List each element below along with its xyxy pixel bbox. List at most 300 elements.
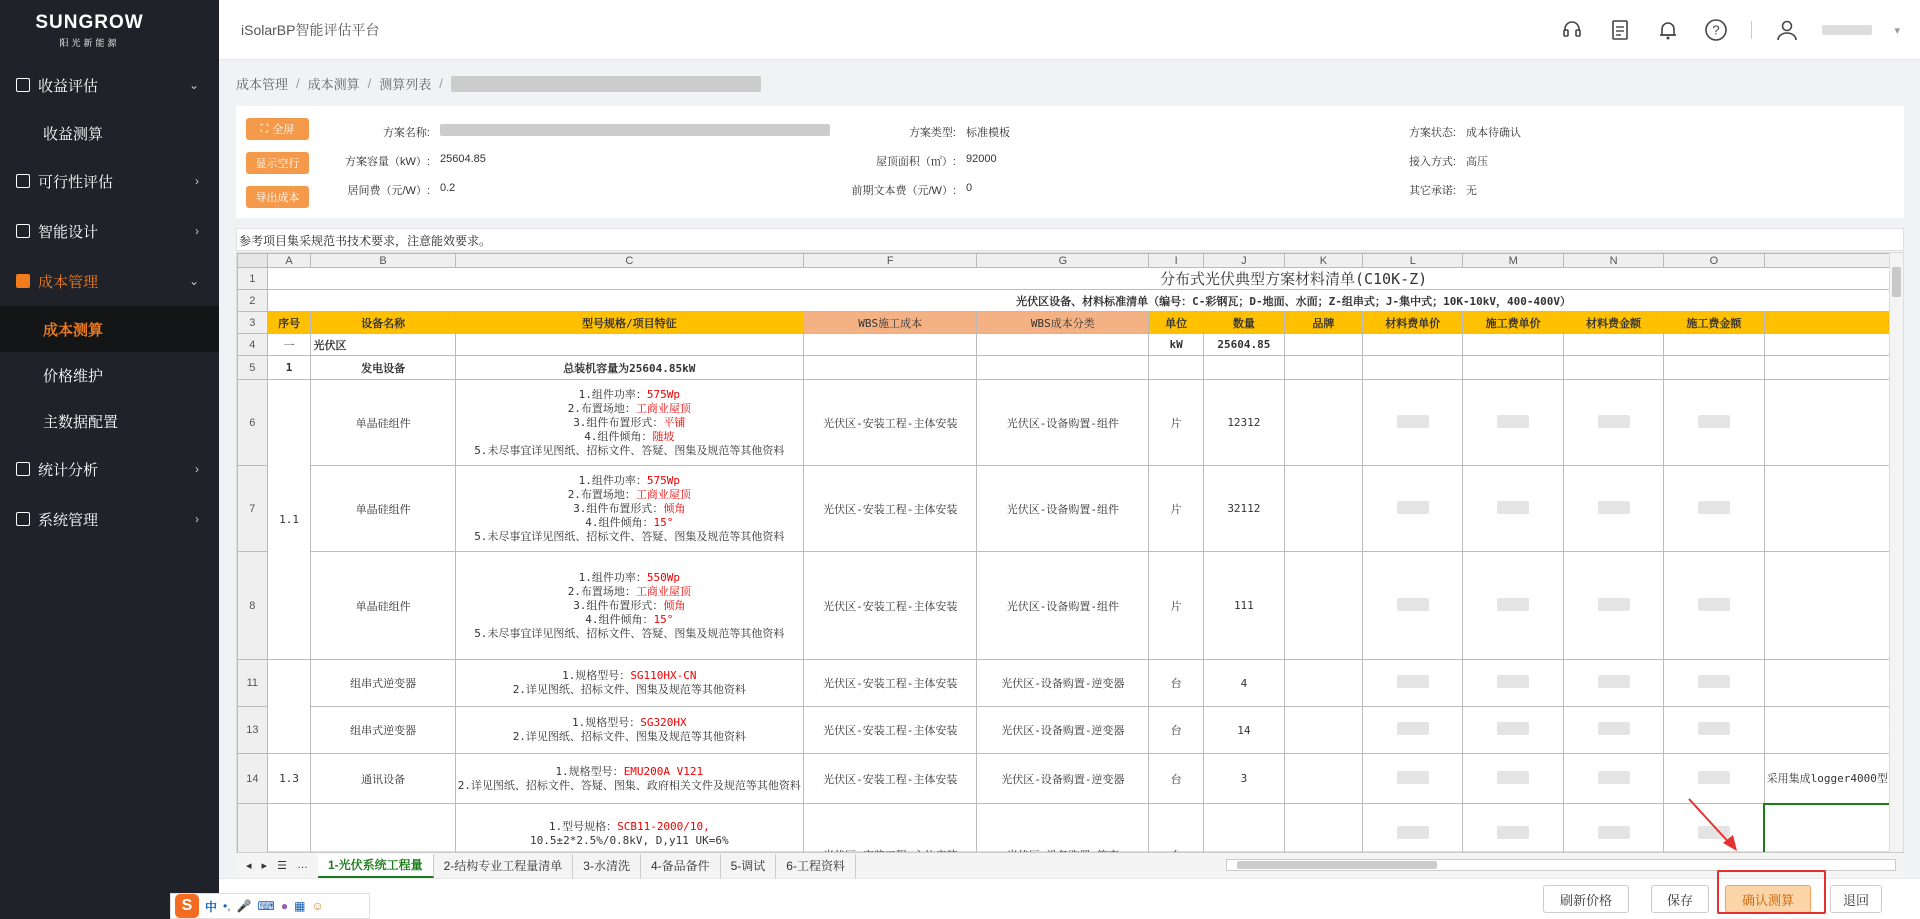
spec-line: 1.规格型号：SG320HX bbox=[572, 716, 687, 729]
spec-line: 1.组件功率：550Wp bbox=[578, 570, 680, 584]
chevron-right-icon: › bbox=[195, 512, 199, 526]
row-header[interactable]: 1 bbox=[238, 268, 268, 290]
material-table bbox=[237, 253, 1903, 865]
cell-section[interactable]: 1.1 bbox=[267, 380, 311, 660]
divider bbox=[1751, 21, 1752, 39]
spec-cell[interactable] bbox=[455, 754, 803, 804]
cell[interactable] bbox=[1463, 707, 1563, 754]
design-icon bbox=[16, 224, 30, 238]
col-header[interactable]: G bbox=[977, 254, 1149, 268]
col-header[interactable]: K bbox=[1284, 254, 1362, 268]
return-button[interactable]: 退回 bbox=[1830, 885, 1882, 913]
vertical-scrollbar[interactable] bbox=[1889, 253, 1903, 853]
spec-line: 1.组件功率：575Wp bbox=[578, 387, 680, 401]
col-header[interactable]: B bbox=[311, 254, 455, 268]
sidebar-sub-cost-calc[interactable]: 成本测算 bbox=[0, 306, 219, 352]
show-empty-rows-button[interactable]: 显示空行 bbox=[246, 152, 309, 174]
spec-line: 2.布置场地：工商业屋顶 bbox=[567, 584, 691, 598]
sidebar-item-stats[interactable] bbox=[0, 444, 219, 494]
redacted-value bbox=[1598, 675, 1630, 688]
cell[interactable]: 单晶硅组件 bbox=[311, 552, 455, 660]
sheet-subtitle[interactable]: 光伏区设备、材料标准清单（编号：C-彩钢瓦；D-地面、水面；Z-组串式；J-集中式；10K-10kV，400-400V） bbox=[267, 290, 1902, 312]
spec-cell[interactable] bbox=[455, 707, 803, 754]
cell[interactable] bbox=[1204, 356, 1285, 380]
logo bbox=[0, 0, 219, 60]
redacted-value bbox=[1497, 771, 1529, 784]
fullscreen-icon: ⛶ bbox=[260, 122, 269, 135]
table-row bbox=[238, 552, 1903, 660]
analysis-icon bbox=[16, 174, 30, 188]
connect-value: 高压 bbox=[1466, 156, 1488, 168]
cell[interactable]: 组串式逆变器 bbox=[311, 707, 455, 754]
cell[interactable] bbox=[1764, 356, 1902, 380]
cell[interactable] bbox=[1363, 334, 1463, 356]
sidebar-item-label: 系统管理 bbox=[38, 511, 99, 529]
cell[interactable] bbox=[1664, 466, 1764, 552]
cell[interactable] bbox=[1363, 552, 1463, 660]
cell[interactable]: 光伏区-设备购置-组件 bbox=[977, 466, 1149, 552]
spec-line: 1.规格型号：SG110HX-CN bbox=[562, 669, 697, 682]
cell[interactable]: 台 bbox=[1149, 707, 1204, 754]
redacted-value bbox=[1598, 826, 1630, 839]
cell[interactable] bbox=[1463, 356, 1563, 380]
cell[interactable] bbox=[1764, 334, 1902, 356]
field-label: 方案名称: bbox=[382, 127, 430, 139]
headset-icon[interactable] bbox=[1559, 17, 1585, 43]
scroll-thumb[interactable] bbox=[1892, 267, 1901, 297]
fullscreen-button[interactable]: ⛶ 全屏 bbox=[246, 118, 309, 140]
cell[interactable]: 台 bbox=[1149, 660, 1204, 707]
chevron-down-icon: ⌄ bbox=[188, 274, 199, 288]
cell[interactable]: 组串式逆变器 bbox=[311, 660, 455, 707]
col-header[interactable]: L bbox=[1363, 254, 1463, 268]
col-header[interactable]: J bbox=[1204, 254, 1285, 268]
cell[interactable]: 光伏区-设备购置-组件 bbox=[977, 380, 1149, 466]
redacted-value bbox=[1698, 598, 1730, 611]
spec-cell[interactable] bbox=[455, 552, 803, 660]
cell[interactable]: 111 bbox=[1204, 552, 1285, 660]
redacted-value bbox=[1598, 771, 1630, 784]
row-header[interactable]: 14 bbox=[238, 754, 268, 804]
redacted-value bbox=[1397, 598, 1429, 611]
redacted-value bbox=[1698, 771, 1730, 784]
cell[interactable]: 25604.85 bbox=[1204, 334, 1285, 356]
spec-line: 2.详见图纸、招标文件、图集及规范等其他资料 bbox=[512, 730, 746, 743]
cell[interactable]: 采用集成logger4000型 bbox=[1764, 754, 1902, 804]
cell[interactable] bbox=[1463, 660, 1563, 707]
breadcrumb-current-redacted bbox=[451, 76, 761, 92]
cell[interactable] bbox=[1463, 552, 1563, 660]
cell[interactable]: 光伏区-安装工程-主体安装 bbox=[803, 552, 977, 660]
cell[interactable]: 光伏区-安装工程-主体安装 bbox=[803, 754, 977, 804]
cell[interactable] bbox=[455, 334, 803, 356]
cell[interactable] bbox=[1284, 552, 1362, 660]
tab-list-icon[interactable]: ☰ bbox=[277, 860, 287, 872]
field-label: 接入方式: bbox=[1408, 156, 1456, 168]
sidebar-item-revenue[interactable] bbox=[0, 60, 219, 110]
save-button[interactable]: 保存 bbox=[1651, 885, 1709, 913]
col-header[interactable] bbox=[1764, 254, 1902, 268]
cell[interactable] bbox=[803, 356, 977, 380]
cell[interactable]: 4 bbox=[1204, 660, 1285, 707]
spec-line: 4.组件倾角：15° bbox=[585, 515, 674, 529]
cell[interactable]: 光伏区-安装工程-主体安装 bbox=[803, 466, 977, 552]
scheme-name-redacted bbox=[440, 124, 830, 136]
cell[interactable]: 光伏区-安装工程-主体安装 bbox=[803, 660, 977, 707]
cell[interactable] bbox=[1284, 466, 1362, 552]
spec-line: 10.5±2*2.5%/0.8kV, D,y11 UK=6% bbox=[529, 833, 729, 847]
cell[interactable] bbox=[1664, 660, 1764, 707]
cell[interactable]: 发电设备 bbox=[311, 356, 455, 380]
col-header[interactable]: M bbox=[1463, 254, 1563, 268]
sidebar-sub-revenue-calc[interactable]: 收益测算 bbox=[43, 125, 104, 143]
cell[interactable]: 光伏区-设备购置-逆变器 bbox=[977, 754, 1149, 804]
cell[interactable] bbox=[1764, 707, 1902, 754]
spec-cell[interactable] bbox=[455, 660, 803, 707]
row-header[interactable]: 4 bbox=[238, 334, 268, 356]
spec-line: 5.未尽事宜详见图纸、招标文件、答疑、图集及规范等其他资料 bbox=[474, 529, 785, 543]
redacted-value bbox=[1698, 501, 1730, 514]
cell[interactable]: 光伏区-安装工程-主体安装 bbox=[803, 707, 977, 754]
spec-line: 1.规格型号：EMU200A V121 bbox=[555, 764, 704, 778]
sidebar-item-label: 统计分析 bbox=[38, 461, 99, 479]
ime-toolbar bbox=[170, 893, 370, 919]
formula-bar[interactable]: 参考项目集采规范书技术要求，注意能效要求。 bbox=[236, 228, 1904, 251]
annotation-arrow-icon bbox=[1685, 795, 1745, 855]
cell[interactable] bbox=[1363, 707, 1463, 754]
spreadsheet[interactable] bbox=[236, 252, 1904, 852]
header-cell[interactable]: 施工费金额 bbox=[1664, 312, 1764, 334]
spec-line: 4.组件倾角：随坡 bbox=[584, 429, 675, 443]
cell[interactable]: kW bbox=[1149, 334, 1204, 356]
cell[interactable] bbox=[1463, 754, 1563, 804]
field-label: 方案容量（kW）: bbox=[345, 156, 430, 168]
breadcrumb-item[interactable]: 成本管理 bbox=[236, 77, 289, 92]
cell[interactable]: 光伏区-设备购置-逆变器 bbox=[977, 707, 1149, 754]
cell[interactable] bbox=[1563, 334, 1663, 356]
spec-line: 3.组件布置形式：倾角 bbox=[573, 501, 686, 515]
cell[interactable] bbox=[1563, 707, 1663, 754]
redacted-value bbox=[1497, 675, 1529, 688]
cell[interactable] bbox=[1284, 380, 1362, 466]
cell[interactable]: 12312 bbox=[1204, 380, 1285, 466]
row-header[interactable]: 7 bbox=[238, 466, 268, 552]
cell[interactable] bbox=[977, 356, 1149, 380]
sheet-tab[interactable]: 5-调试 bbox=[721, 854, 777, 878]
cell[interactable] bbox=[977, 334, 1149, 356]
cell[interactable] bbox=[1463, 334, 1563, 356]
sheet-tab[interactable]: 6-工程资料 bbox=[776, 854, 856, 878]
redacted-value bbox=[1497, 501, 1529, 514]
sidebar-item-design[interactable] bbox=[0, 206, 219, 256]
redacted-value bbox=[1698, 722, 1730, 735]
sheet-tabbar bbox=[236, 852, 1904, 878]
spec-line: 1.组件功率：575Wp bbox=[578, 473, 680, 487]
tab-more-icon[interactable]: … bbox=[296, 859, 308, 871]
sidebar-item-label: 智能设计 bbox=[38, 223, 99, 241]
scroll-thumb[interactable] bbox=[1237, 861, 1437, 869]
sheet-corner[interactable] bbox=[238, 254, 268, 268]
col-header[interactable]: I bbox=[1149, 254, 1204, 268]
export-cost-button[interactable]: 导出成本 bbox=[246, 186, 309, 208]
cell[interactable] bbox=[1563, 754, 1663, 804]
table-row bbox=[238, 466, 1903, 552]
cell[interactable]: 光伏区-设备购置-组件 bbox=[977, 552, 1149, 660]
spec-cell[interactable] bbox=[455, 466, 803, 552]
col-header[interactable]: A bbox=[267, 254, 311, 268]
capacity-value: 25604.85 bbox=[440, 153, 486, 165]
sidebar-item-label: 收益评估 bbox=[38, 77, 99, 95]
table-row bbox=[238, 754, 1903, 804]
topbar bbox=[219, 0, 1920, 60]
sidebar-item-label: 成本管理 bbox=[38, 273, 99, 291]
header-cell[interactable]: 品牌 bbox=[1284, 312, 1362, 334]
chevron-right-icon: › bbox=[195, 224, 199, 238]
other-commit-value: 无 bbox=[1466, 185, 1477, 197]
sidebar-item-system[interactable] bbox=[0, 494, 219, 544]
sidebar bbox=[0, 0, 219, 919]
header-cell[interactable]: 材料费金额 bbox=[1563, 312, 1663, 334]
cell[interactable]: 32112 bbox=[1204, 466, 1285, 552]
cell[interactable] bbox=[1764, 380, 1902, 466]
chart-icon bbox=[16, 78, 30, 92]
chevron-down-icon[interactable]: ▾ bbox=[1894, 24, 1900, 37]
header-cell[interactable]: 序号 bbox=[267, 312, 311, 334]
sidebar-sub-price[interactable]: 价格维护 bbox=[43, 367, 104, 385]
ime-lang[interactable]: 中 bbox=[205, 899, 218, 914]
field-label: 方案类型: bbox=[908, 127, 956, 139]
confirm-calc-button[interactable]: 确认测算 bbox=[1725, 885, 1811, 913]
cell[interactable] bbox=[1664, 334, 1764, 356]
skin-icon[interactable]: ● bbox=[280, 899, 289, 913]
refresh-price-button[interactable]: 刷新价格 bbox=[1543, 885, 1629, 913]
redacted-value bbox=[1598, 598, 1630, 611]
cell[interactable] bbox=[1563, 660, 1663, 707]
user-name[interactable] bbox=[1822, 25, 1872, 35]
svg-text:?: ? bbox=[1712, 22, 1721, 38]
table-row bbox=[238, 380, 1903, 466]
cell[interactable]: 单晶硅组件 bbox=[311, 380, 455, 466]
breadcrumb-item[interactable]: 成本测算 bbox=[307, 77, 360, 92]
sheet-tab[interactable]: 3-水清洗 bbox=[573, 854, 641, 878]
apps-icon[interactable]: ▦ bbox=[294, 899, 306, 913]
punct-icon[interactable]: •, bbox=[223, 899, 231, 913]
header-cell[interactable]: WBS施工成本 bbox=[803, 312, 977, 334]
redacted-value bbox=[1397, 722, 1429, 735]
sheet-tab[interactable]: 4-备品备件 bbox=[641, 854, 721, 878]
cell[interactable] bbox=[1363, 466, 1463, 552]
cell[interactable]: 14 bbox=[1204, 707, 1285, 754]
bell-icon[interactable] bbox=[1655, 17, 1681, 43]
cell[interactable] bbox=[1764, 660, 1902, 707]
tab-prev-icon[interactable]: ◂ bbox=[246, 860, 252, 872]
sheet-tab[interactable]: 2-结构专业工程量清单 bbox=[434, 854, 574, 878]
cell[interactable] bbox=[1284, 660, 1362, 707]
stats-icon bbox=[16, 462, 30, 476]
redacted-value bbox=[1497, 415, 1529, 428]
spec-line: 3.组件布置形式：平铺 bbox=[573, 415, 686, 429]
cell[interactable]: 台 bbox=[1149, 754, 1204, 804]
prelim-fee-value: 0 bbox=[966, 182, 973, 194]
cell[interactable]: 单晶硅组件 bbox=[311, 466, 455, 552]
keyboard-icon[interactable]: ⌨ bbox=[257, 899, 275, 913]
cell[interactable] bbox=[1363, 356, 1463, 380]
header-cell[interactable]: WBS成本分类 bbox=[977, 312, 1149, 334]
cell[interactable] bbox=[1563, 552, 1663, 660]
cell[interactable] bbox=[803, 334, 977, 356]
sidebar-item-label: 可行性评估 bbox=[38, 173, 114, 191]
cell[interactable] bbox=[1563, 466, 1663, 552]
cell[interactable] bbox=[267, 660, 311, 754]
row-header[interactable]: 6 bbox=[238, 380, 268, 466]
sidebar-sub-master-data[interactable]: 主数据配置 bbox=[43, 413, 119, 431]
row-header[interactable]: 13 bbox=[238, 707, 268, 754]
redacted-value bbox=[1397, 826, 1429, 839]
row-header[interactable]: 11 bbox=[238, 660, 268, 707]
cell[interactable]: 片 bbox=[1149, 466, 1204, 552]
col-header[interactable]: F bbox=[803, 254, 977, 268]
system-icon bbox=[16, 512, 30, 526]
cell[interactable] bbox=[1363, 660, 1463, 707]
sogou-icon[interactable]: S bbox=[175, 894, 199, 918]
help-icon[interactable] bbox=[1703, 17, 1729, 43]
redacted-value bbox=[1497, 722, 1529, 735]
cell[interactable] bbox=[1284, 754, 1362, 804]
row-header[interactable]: 2 bbox=[238, 290, 268, 312]
col-header[interactable]: N bbox=[1563, 254, 1663, 268]
breadcrumb-item[interactable]: 测算列表 bbox=[379, 77, 432, 92]
sheet-tab[interactable]: 1-光伏系统工程量 bbox=[318, 854, 434, 878]
brand-name: SUNGROW bbox=[35, 11, 144, 33]
cell[interactable] bbox=[1463, 466, 1563, 552]
header-cell[interactable] bbox=[1764, 312, 1902, 334]
cell[interactable]: 总装机容量为25604.85kW bbox=[455, 356, 803, 380]
cell[interactable] bbox=[1664, 380, 1764, 466]
chevron-right-icon: › bbox=[195, 462, 199, 476]
cell[interactable] bbox=[1363, 380, 1463, 466]
sidebar-item-cost[interactable] bbox=[0, 256, 219, 306]
field-label: 前期文本费（元/W）: bbox=[851, 185, 956, 197]
header-cell[interactable]: 型号规格/项目特征 bbox=[455, 312, 803, 334]
scheme-status-value: 成本待确认 bbox=[1466, 127, 1521, 139]
cell[interactable]: 一 bbox=[267, 334, 311, 356]
header-cell[interactable]: 单位 bbox=[1149, 312, 1204, 334]
header-cell[interactable]: 材料费单价 bbox=[1363, 312, 1463, 334]
document-icon[interactable] bbox=[1607, 17, 1633, 43]
spec-line: 5.未尽事宜详见图纸、招标文件、答疑、图集及规范等其他资料 bbox=[474, 626, 785, 640]
cell-section[interactable]: 1.3 bbox=[267, 754, 311, 804]
col-header[interactable]: C bbox=[455, 254, 803, 268]
spec-line: 5.未尽事宜详见图纸、招标文件、答疑、图集及规范等其他资料 bbox=[474, 443, 785, 457]
redacted-value bbox=[1497, 598, 1529, 611]
scheme-info-card bbox=[236, 106, 1904, 218]
table-row bbox=[238, 660, 1903, 707]
spec-line: 2.详见图纸、招标文件、图集及规范等其他资料 bbox=[512, 683, 746, 696]
row-header[interactable]: 5 bbox=[238, 356, 268, 380]
header-cell[interactable]: 数量 bbox=[1204, 312, 1285, 334]
row-header[interactable]: 3 bbox=[238, 312, 268, 334]
avatar-icon[interactable]: ☺ bbox=[311, 899, 324, 913]
app-title: iSolarBP智能评估平台 bbox=[241, 21, 380, 38]
chevron-right-icon: › bbox=[195, 174, 199, 188]
spec-line: 3.组件布置形式：倾角 bbox=[573, 598, 686, 612]
header-cell[interactable]: 施工费单价 bbox=[1463, 312, 1563, 334]
sidebar-item-feasibility[interactable] bbox=[0, 156, 219, 206]
cell[interactable] bbox=[1149, 356, 1204, 380]
redacted-value bbox=[1598, 501, 1630, 514]
cell[interactable]: 通讯设备 bbox=[311, 754, 455, 804]
cell[interactable] bbox=[1563, 380, 1663, 466]
row-header[interactable]: 8 bbox=[238, 552, 268, 660]
redacted-value bbox=[1397, 501, 1429, 514]
spec-line: 1.型号规格：SCB11-2000/10, bbox=[548, 819, 710, 833]
cell[interactable]: 3 bbox=[1204, 754, 1285, 804]
spec-line: 2.详见图纸、招标文件、答疑、图集、政府相关文件及规范等其他资料 bbox=[457, 778, 801, 792]
user-icon[interactable] bbox=[1774, 17, 1800, 43]
scheme-type-value: 标准模板 bbox=[966, 127, 1010, 139]
table-row bbox=[238, 707, 1903, 754]
cell[interactable]: 1 bbox=[267, 356, 311, 380]
redacted-value bbox=[1598, 722, 1630, 735]
redacted-value bbox=[1698, 675, 1730, 688]
cell[interactable]: 光伏区-安装工程-主体安装 bbox=[803, 380, 977, 466]
redacted-value bbox=[1397, 675, 1429, 688]
cell[interactable] bbox=[1764, 466, 1902, 552]
spec-line: 2.布置场地：工商业屋顶 bbox=[567, 487, 691, 501]
agency-fee-value: 0.2 bbox=[440, 182, 456, 194]
cell[interactable] bbox=[1764, 552, 1902, 660]
sheet-title[interactable]: 分布式光伏典型方案材料清单(C10K-Z) bbox=[267, 268, 1902, 290]
cell[interactable]: 片 bbox=[1149, 380, 1204, 466]
redacted-value bbox=[1497, 826, 1529, 839]
cell[interactable] bbox=[1363, 754, 1463, 804]
header-cell[interactable]: 设备名称 bbox=[311, 312, 455, 334]
brand-sub: 阳光新能源 bbox=[59, 37, 120, 48]
tab-next-icon[interactable]: ▸ bbox=[261, 860, 268, 872]
spec-cell[interactable] bbox=[455, 380, 803, 466]
roof-area-value: 92000 bbox=[966, 153, 997, 165]
redacted-value bbox=[1397, 415, 1429, 428]
cell[interactable] bbox=[1563, 356, 1663, 380]
field-label: 其它承诺: bbox=[1408, 185, 1456, 197]
cell[interactable]: 片 bbox=[1149, 552, 1204, 660]
cell[interactable] bbox=[1664, 356, 1764, 380]
footer-bar bbox=[219, 878, 1920, 919]
cost-icon bbox=[16, 274, 30, 288]
redacted-value bbox=[1397, 771, 1429, 784]
cell[interactable] bbox=[1664, 552, 1764, 660]
cell[interactable] bbox=[1463, 380, 1563, 466]
cell[interactable] bbox=[1664, 707, 1764, 754]
col-header[interactable]: O bbox=[1664, 254, 1764, 268]
cell[interactable] bbox=[1284, 707, 1362, 754]
redacted-value bbox=[1598, 415, 1630, 428]
field-label: 屋顶面积（㎡）: bbox=[875, 156, 956, 168]
highlight-box bbox=[1717, 870, 1826, 914]
spec-line: 4.组件倾角：15° bbox=[585, 612, 674, 626]
cell[interactable] bbox=[1284, 334, 1362, 356]
field-label: 居间费（元/W）: bbox=[347, 185, 430, 197]
cell[interactable]: 光伏区 bbox=[311, 334, 455, 356]
chevron-down-icon: ⌄ bbox=[188, 78, 199, 92]
field-label: 方案状态: bbox=[1408, 127, 1456, 139]
redacted-value bbox=[1698, 415, 1730, 428]
mic-icon[interactable]: 🎤 bbox=[236, 899, 252, 913]
breadcrumb: 成本管理 / 成本测算 / 测算列表 / bbox=[236, 74, 761, 93]
spec-line: 2.布置场地：工商业屋顶 bbox=[567, 401, 691, 415]
cell[interactable] bbox=[1284, 356, 1362, 380]
cell[interactable]: 光伏区-设备购置-逆变器 bbox=[977, 660, 1149, 707]
